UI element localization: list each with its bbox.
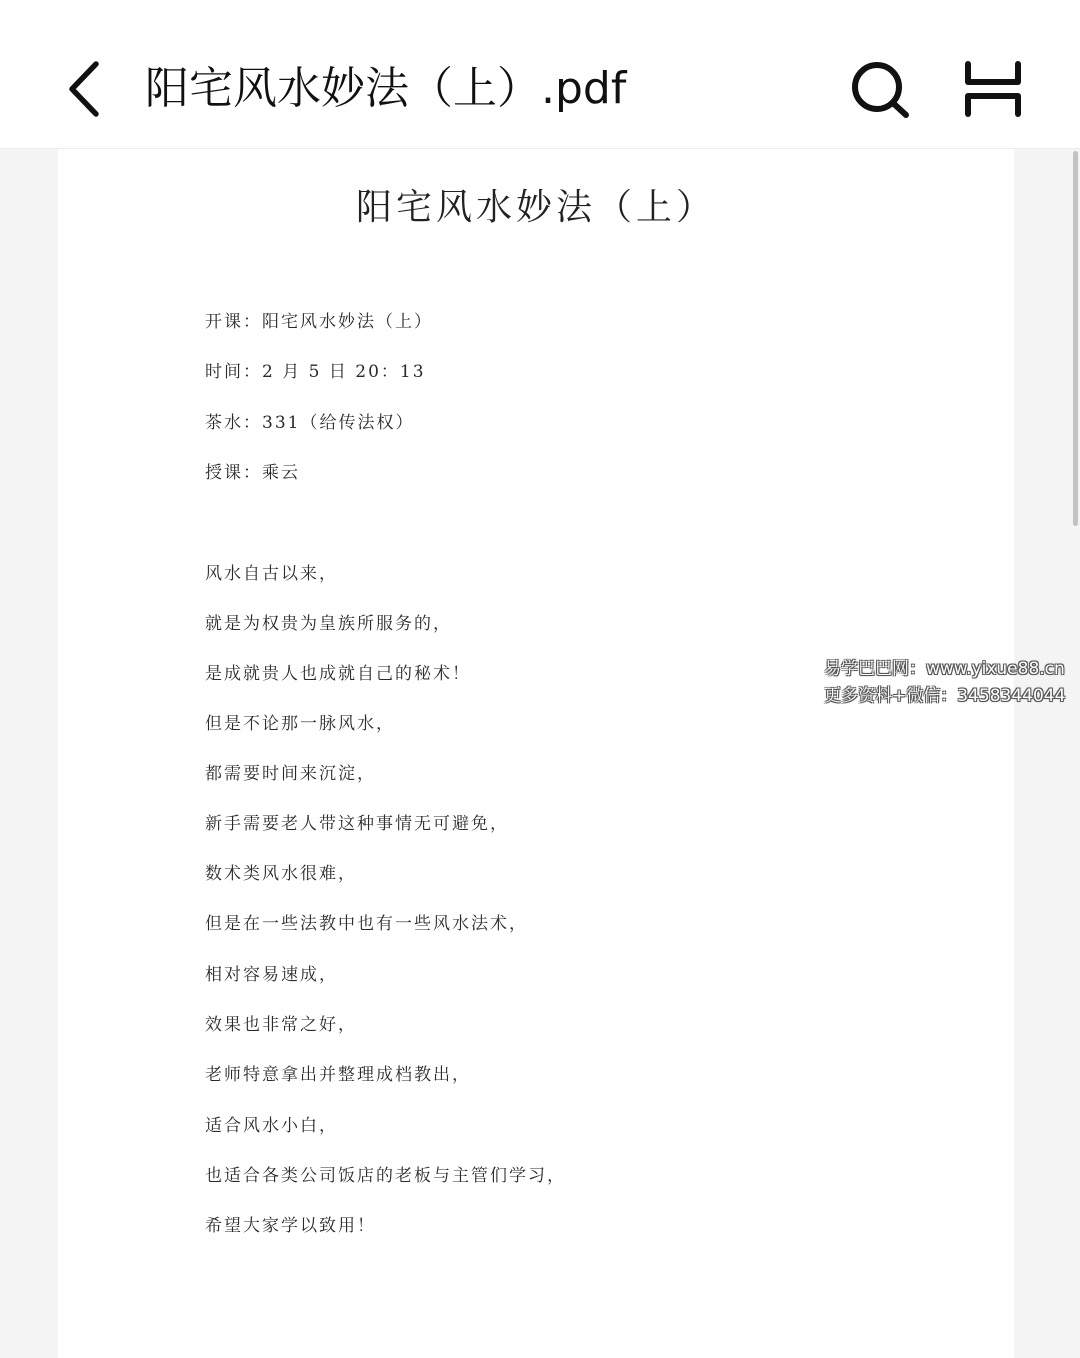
paragraph-line: 数术类风水很难，	[205, 864, 357, 884]
paragraph-line: 希望大家学以致用！	[205, 1216, 376, 1236]
search-icon	[848, 58, 912, 120]
more-menu-button[interactable]	[962, 60, 1024, 118]
paragraph-line: 老师特意拿出并整理成档教出，	[205, 1065, 471, 1085]
course-name-line: 开课：阳宅风水妙法（上）	[205, 312, 433, 332]
paragraph-line: 也适合各类公司饭店的老板与主管们学习，	[205, 1166, 566, 1186]
chevron-left-icon	[60, 58, 112, 120]
paragraph-line: 新手需要老人带这种事情无可避免，	[205, 814, 509, 834]
paragraph-line: 但是在一些法教中也有一些风水法术，	[205, 914, 528, 934]
course-time-line: 时间：2 月 5 日 20：13	[205, 362, 426, 382]
back-button[interactable]	[60, 58, 112, 120]
course-fee-line: 茶水：331（给传法权）	[205, 413, 415, 433]
paragraph-line: 都需要时间来沉淀，	[205, 764, 376, 784]
scrollbar-thumb[interactable]	[1073, 151, 1078, 526]
course-teacher-line: 授课：乘云	[205, 463, 300, 483]
paragraph-line: 就是为权贵为皇族所服务的，	[205, 614, 452, 634]
paragraph-line: 风水自古以来，	[205, 564, 338, 584]
pdf-page	[58, 149, 1014, 1358]
page-heading: 阳宅风水妙法（上）	[355, 187, 716, 228]
paragraph-line: 相对容易速成，	[205, 965, 338, 985]
more-menu-icon	[962, 60, 1024, 118]
paragraph-line: 但是不论那一脉风水，	[205, 714, 395, 734]
paragraph-line: 适合风水小白，	[205, 1116, 338, 1136]
watermark-contact-line: 更多资料+微信：3458344044	[824, 686, 1066, 706]
paragraph-line: 效果也非常之好，	[205, 1015, 357, 1035]
search-button[interactable]	[848, 58, 912, 120]
document-viewport[interactable]	[0, 149, 1080, 1358]
top-app-bar	[0, 0, 1080, 149]
document-filename: 阳宅风水妙法（上）.pdf	[145, 63, 627, 114]
vertical-scrollbar[interactable]	[1070, 149, 1080, 1358]
paragraph-line: 是成就贵人也成就自己的秘术！	[205, 664, 471, 684]
watermark-site-line: 易学巴巴网：www.yixue88.cn	[824, 659, 1065, 679]
